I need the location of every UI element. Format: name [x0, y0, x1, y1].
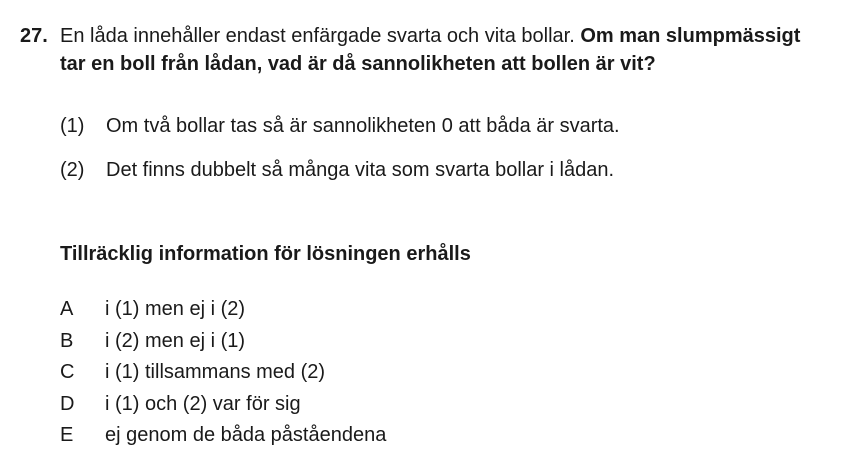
option-c[interactable]: [60, 359, 386, 391]
sufficiency-heading: Tillräcklig information för lösningen erhålls: [60, 243, 471, 265]
option-text: ej genom de båda påståendena: [105, 424, 387, 446]
option-letter: A: [60, 298, 74, 320]
option-e[interactable]: [60, 422, 386, 454]
question-block: [20, 22, 830, 78]
answer-options: [60, 296, 386, 454]
statement-number: (2): [60, 159, 85, 181]
statement-text: Om två bollar tas så är sannolikheten 0 att båda är svarta.: [106, 115, 620, 137]
option-b[interactable]: [60, 328, 386, 360]
statement-2: [60, 157, 614, 183]
option-text: i (1) och (2) var för sig: [105, 392, 301, 415]
option-letter: E: [60, 424, 74, 446]
question-number: 27.: [20, 25, 48, 47]
option-text: i (2) men ej i (1): [105, 329, 246, 352]
option-text: i (1) tillsammans med (2): [105, 361, 326, 383]
option-a[interactable]: [60, 296, 386, 328]
question-bold: Om man slumpmässigt tar en boll från lådan, vad är då sannolikheten att bollen är vit?: [60, 25, 801, 75]
option-letter: D: [60, 392, 75, 415]
question-text: [60, 22, 830, 78]
question-intro: En låda innehåller endast enfärgade svarta och vita bollar.: [60, 25, 581, 47]
option-d[interactable]: [60, 391, 386, 423]
statement-number: (1): [60, 115, 85, 137]
option-letter: B: [60, 329, 74, 352]
statement-text: Det finns dubbelt så många vita som svarta bollar i lådan.: [106, 159, 615, 181]
option-text: i (1) men ej i (2): [105, 298, 246, 320]
statement-1: [60, 113, 620, 139]
option-letter: C: [60, 361, 75, 383]
